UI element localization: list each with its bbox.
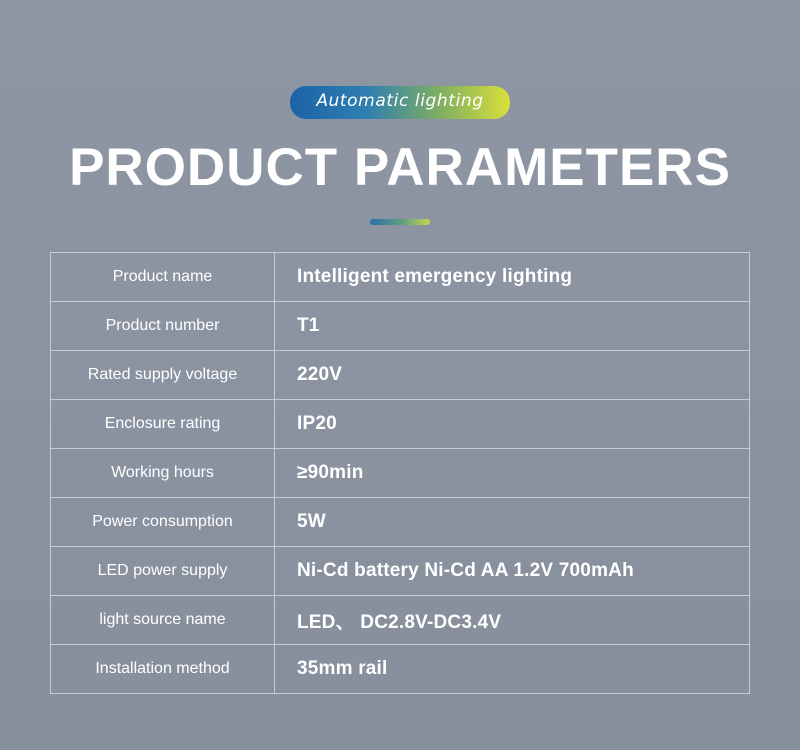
parameter-value: IP20 <box>297 413 337 434</box>
table-row <box>51 449 749 498</box>
table-row <box>51 645 749 694</box>
table-row <box>51 498 749 547</box>
table-row <box>51 547 749 596</box>
parameter-value: ≥90min <box>297 462 364 483</box>
parameter-label: LED power supply <box>51 547 275 595</box>
parameter-value: Intelligent emergency lighting <box>297 266 573 287</box>
parameter-value: LED、 DC2.8V-DC3.4V <box>297 611 502 633</box>
badge-container <box>0 0 800 119</box>
parameter-value: Ni-Cd battery Ni-Cd AA 1.2V 700mAh <box>297 560 634 581</box>
parameter-label: Product name <box>51 253 275 301</box>
parameter-label: Product number <box>51 302 275 350</box>
parameter-value: 220V <box>297 364 343 385</box>
parameters-table <box>50 252 750 694</box>
table-row <box>51 596 749 645</box>
parameter-label: Working hours <box>51 449 275 497</box>
parameter-value: 35mm rail <box>297 658 388 679</box>
parameter-label: Power consumption <box>51 498 275 546</box>
table-row <box>51 351 749 400</box>
parameter-label: light source name <box>51 596 275 644</box>
title-divider <box>370 219 430 225</box>
page-title: PRODUCT PARAMETERS <box>69 138 731 197</box>
table-row <box>51 253 749 302</box>
parameter-label: Enclosure rating <box>51 400 275 448</box>
parameter-label: Rated supply voltage <box>51 351 275 399</box>
parameter-value: 5W <box>297 511 326 532</box>
table-row <box>51 400 749 449</box>
table-row <box>51 302 749 351</box>
automatic-lighting-badge: Automatic lighting <box>290 86 509 119</box>
parameter-label: Installation method <box>51 645 275 693</box>
parameter-value: T1 <box>297 315 320 336</box>
divider-container <box>0 219 800 225</box>
